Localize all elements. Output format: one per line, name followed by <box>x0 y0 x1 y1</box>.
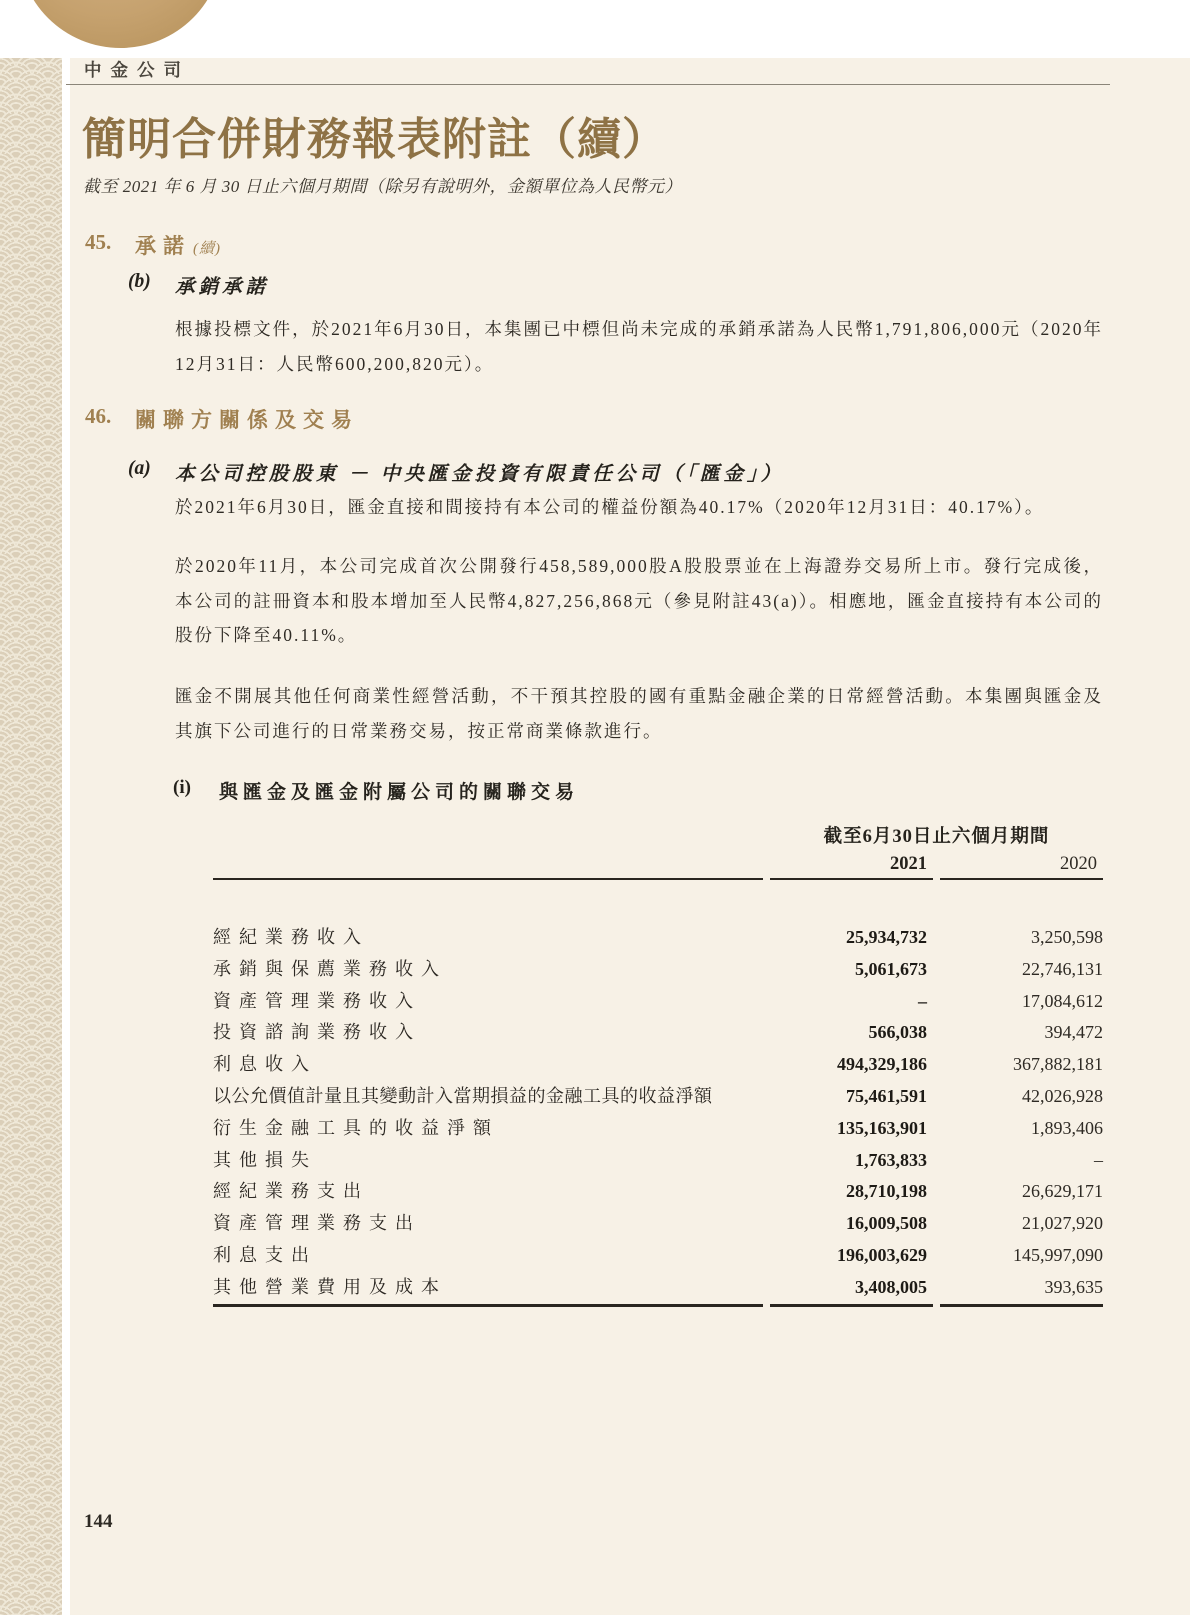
row-value-2021: 1,763,833 <box>855 1149 927 1170</box>
item-b-title: 承銷承諾 <box>175 277 270 298</box>
row-value-2021: 196,003,629 <box>837 1244 927 1265</box>
table-row <box>213 1145 1103 1177</box>
table-row <box>213 954 1103 986</box>
item-a-title: 本公司控股股東 － 中央匯金投資有限責任公司（「匯金」） <box>175 464 785 485</box>
table-row <box>213 1081 1103 1113</box>
company-logo <box>18 0 223 48</box>
row-value-2021: 566,038 <box>868 1022 927 1043</box>
row-value-2020: 145,997,090 <box>1013 1244 1103 1265</box>
row-value-2021: 25,934,732 <box>846 927 927 947</box>
row-label: 經紀業務收入 <box>213 927 369 947</box>
row-label: 利息支出 <box>213 1244 317 1265</box>
item-i-title: 與匯金及匯金附屬公司的關聯交易 <box>219 782 580 803</box>
section45-title-text: 承諾 <box>135 234 191 258</box>
section46-title: 關聯方關係及交易 <box>135 408 359 432</box>
item-i-label: (i) <box>173 777 191 798</box>
table-row <box>213 1176 1103 1208</box>
row-value-2020: 21,027,920 <box>1022 1213 1103 1234</box>
page-title: 簡明合併財務報表附註（續） <box>82 115 667 164</box>
huijin-shareholding-paragraph: 於2021年6月30日，匯金直接和間接持有本公司的權益份額為40.17%（2020年12月31日：40.17%）。 <box>175 497 1045 517</box>
section45-number: 45. <box>85 230 112 254</box>
row-label: 承銷與保薦業務收入 <box>213 958 447 979</box>
table-bottom-rule-segment <box>940 1304 1103 1307</box>
table-top-rule-segment <box>213 878 763 880</box>
seigaiha-wave-pattern-strip <box>0 58 62 1615</box>
table-rows <box>213 922 1103 1304</box>
table-column-2020: 2020 <box>1060 854 1097 874</box>
row-value-2021: 3,408,005 <box>855 1276 927 1297</box>
ipo-paragraph: 於2020年11月，本公司完成首次公開發行458,589,000股A股股票並在上海證券交易所上市。發行完成後，本公司的註冊資本和股本增加至人民幣4,827,256,868元（參見附註43(a)）。相應地，匯金直接持有本公司的股份下降至40.11%。 <box>175 556 1103 645</box>
row-value-2021: 28,710,198 <box>846 1181 927 1202</box>
row-value-2021: 16,009,508 <box>846 1213 927 1234</box>
row-label: 資產管理業務支出 <box>213 1213 421 1234</box>
row-label: 投資諮詢業務收入 <box>213 1022 421 1043</box>
table-row <box>213 1113 1103 1145</box>
row-value-2021: 75,461,591 <box>846 1085 927 1106</box>
row-value-2020: – <box>1094 1149 1103 1170</box>
row-label: 利息收入 <box>213 1054 317 1075</box>
row-value-2020: 17,084,612 <box>1022 990 1103 1011</box>
row-value-2021: 494,329,186 <box>837 1054 927 1075</box>
item-b-label: (b) <box>128 271 151 292</box>
item-a-label: (a) <box>128 458 151 479</box>
table-period-header: 截至6月30日止六個月期間 <box>823 827 1050 847</box>
table-row <box>213 1272 1103 1304</box>
row-value-2020: 367,882,181 <box>1013 1054 1103 1075</box>
row-value-2020: 393,635 <box>1044 1276 1103 1297</box>
row-value-2021: 135,163,901 <box>837 1117 927 1138</box>
table-bottom-rule-segment <box>213 1304 763 1307</box>
section45-title <box>135 230 221 260</box>
page-number: 144 <box>84 1511 113 1532</box>
brand-name: 中金公司 <box>84 60 190 80</box>
row-label: 其他損失 <box>213 1149 317 1170</box>
table-row <box>213 922 1103 954</box>
table-top-rule-segment <box>770 878 933 880</box>
row-value-2021: – <box>918 990 927 1011</box>
huijin-activity-paragraph: 匯金不開展其他任何商業性經營活動，不干預其控股的國有重點金融企業的日常經營活動。本集團與匯金及其旗下公司進行的日常業務交易，按正常商業條款進行。 <box>175 686 1103 741</box>
table-row <box>213 986 1103 1018</box>
row-label: 衍生金融工具的收益淨額 <box>213 1117 499 1138</box>
header-divider <box>66 84 1110 85</box>
row-value-2020: 42,026,928 <box>1022 1085 1103 1106</box>
row-value-2020: 1,893,406 <box>1031 1117 1103 1138</box>
table-row <box>213 1208 1103 1240</box>
page-subtitle: 截至 2021 年 6 月 30 日止六個月期間（除另有說明外，金額單位為人民幣元） <box>83 177 682 196</box>
row-label: 其他營業費用及成本 <box>213 1276 447 1297</box>
row-value-2020: 394,472 <box>1044 1022 1103 1043</box>
table-row <box>213 1017 1103 1049</box>
row-value-2020: 3,250,598 <box>1031 927 1103 947</box>
row-value-2021: 5,061,673 <box>855 958 927 979</box>
row-value-2020: 22,746,131 <box>1022 958 1103 979</box>
table-top-rule-segment <box>940 878 1103 880</box>
section45-continued-mark: (續) <box>193 241 221 257</box>
row-label: 經紀業務支出 <box>213 1181 369 1202</box>
section46-number: 46. <box>85 404 112 428</box>
table-row <box>213 1240 1103 1272</box>
underwriting-commitment-paragraph: 根據投標文件，於2021年6月30日，本集團已中標但尚未完成的承銷承諾為人民幣1,791,806,000元（2020年12月31日：人民幣600,200,820元）。 <box>175 319 1103 374</box>
table-row <box>213 1049 1103 1081</box>
table-column-2021: 2021 <box>890 854 927 874</box>
row-label: 以公允價值計量且其變動計入當期損益的金融工具的收益淨額 <box>213 1085 713 1106</box>
table-bottom-rule-segment <box>770 1304 933 1307</box>
row-label: 資產管理業務收入 <box>213 990 421 1011</box>
row-value-2020: 26,629,171 <box>1022 1181 1103 1202</box>
